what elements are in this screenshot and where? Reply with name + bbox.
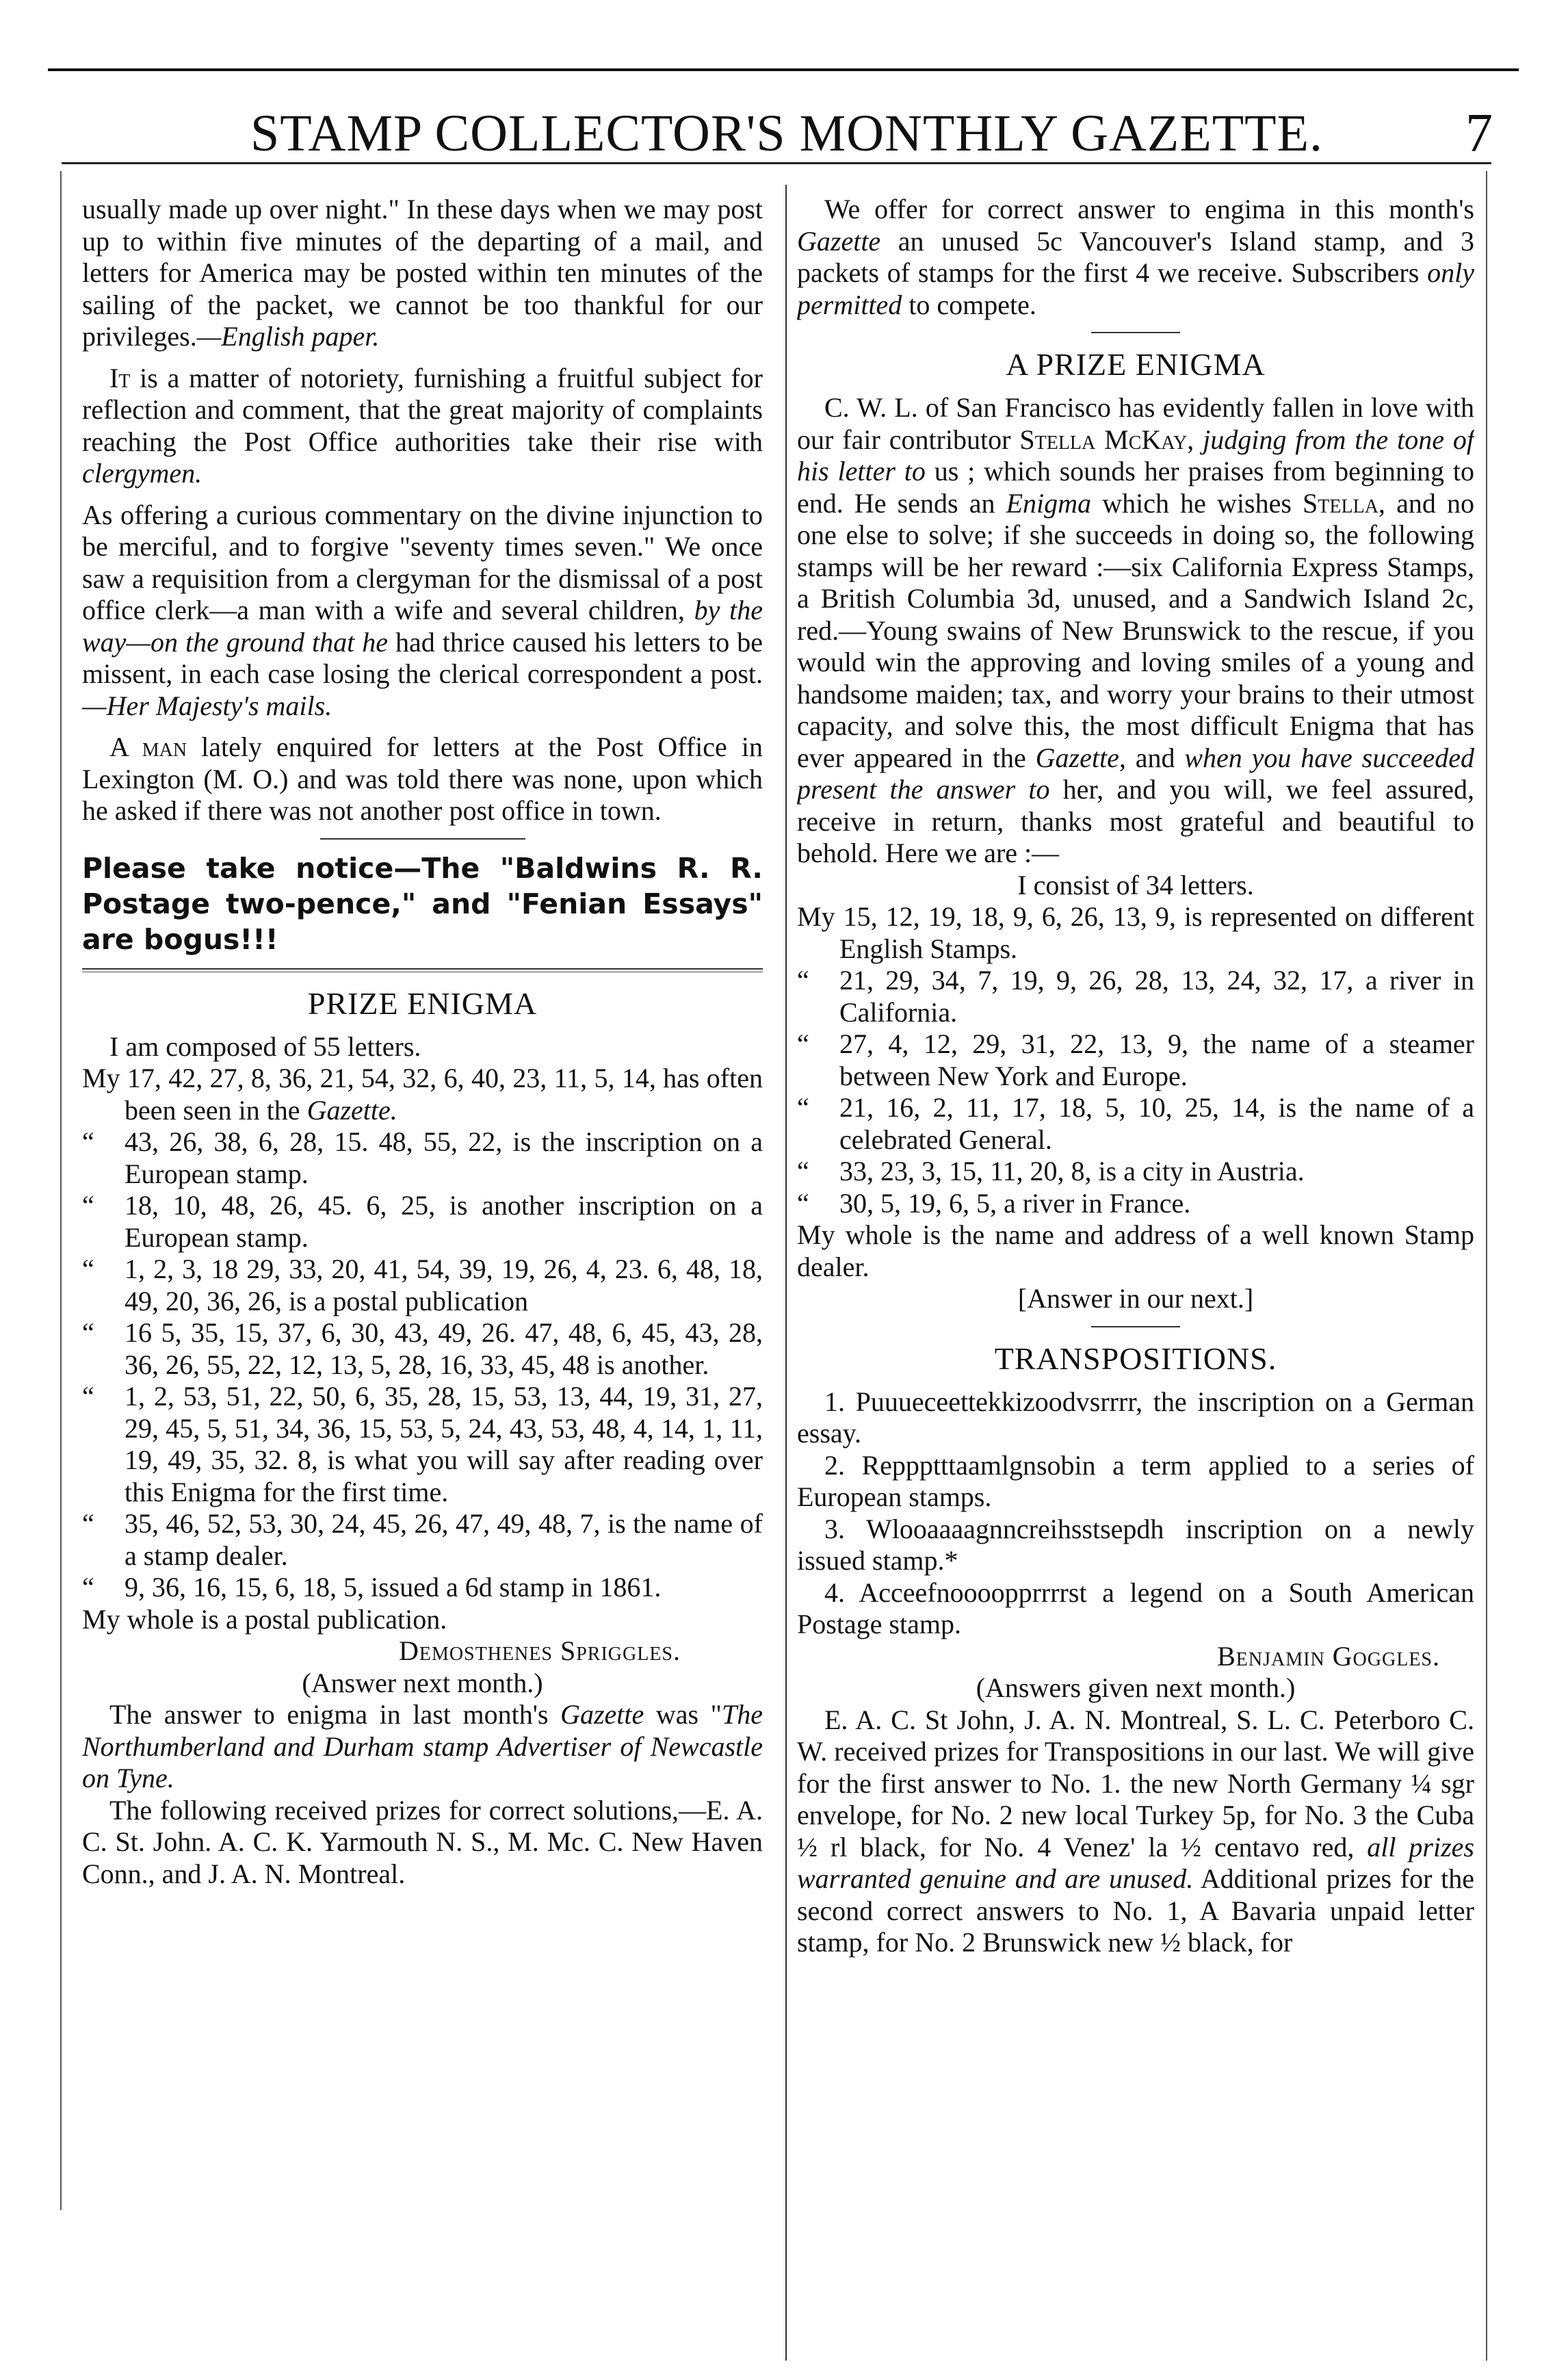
article-paragraph: We offer for correct answer to engima in this month's Gazette an unused 5c Vancouver's Island stamp, and 3 packets of stamps for the first 4 we receive. Subscribers only permitted to compete. — [797, 194, 1474, 320]
bogus-notice: Please take notice—The "Baldwins R. R. Postage two-pence," and "Fenian Essays" are bogus!!! — [82, 851, 763, 956]
enigma-clue: “ 30, 5, 19, 6, 5, a river in France. — [797, 1187, 1191, 1219]
page-title: STAMP COLLECTOR'S MONTHLY GAZETTE. — [250, 105, 1324, 162]
article-paragraph: It is a matter of notoriety, furnishing a fruitful subject for reflection and comment, that the great majority of complaints reaching the Post Office authorities take their rise with clergymen. — [82, 362, 763, 489]
right-column — [797, 194, 1474, 2356]
enigma-clue: “ 1, 2, 53, 51, 22, 50, 6, 35, 28, 15, 53, 13, 44, 19, 31, 27, 29, 45, 5, 51, 34, 36, 15, 53, 5, 24, 43, 53, 48, 4, 14, 1, 11, 19, 49, 35, 32. 8, is what you will say after reading over this Enigma for the first time. — [82, 1381, 763, 1507]
signature: Benjamin Goggles. — [1217, 1640, 1440, 1672]
enigma-clue: “ 27, 4, 12, 29, 31, 22, 13, 9, the name of a steamer between New York and Europe. — [797, 1028, 1474, 1091]
divider — [1091, 1326, 1180, 1327]
enigma-clue: “ 18, 10, 48, 26, 45. 6, 25, is another inscription on a European stamp. — [82, 1190, 763, 1253]
enigma-whole: My whole is a postal publication. — [82, 1603, 447, 1635]
right-border — [1486, 171, 1487, 2361]
enigma-intro: I consist of 34 letters. — [1017, 869, 1254, 900]
transposition-item: 4. Acceefnoooopprrrrst a legend on a South American Postage stamp. — [797, 1576, 1474, 1639]
article-paragraph: A man lately enquired for letters at the Post Office in Lexington (M. O.) and was told there was none, upon which he asked if there was not another post office in town. — [82, 731, 763, 826]
page-number: 7 — [1465, 103, 1493, 164]
enigma-heading: A PRIZE ENIGMA — [1006, 347, 1266, 382]
column-divider — [785, 185, 787, 2361]
transposition-item: 1. Puuueceettekkizoodvsrrrr, the inscription on a German essay. — [797, 1386, 1474, 1449]
enigma-clue: “ 9, 36, 16, 15, 6, 18, 5, issued a 6d stamp in 1861. — [82, 1572, 662, 1602]
left-column — [82, 194, 763, 2356]
article-paragraph: The following received prizes for correct solutions,—E. A. C. St. John. A. C. K. Yarmouth N. S., M. Mc. C. New Haven Conn., and J. A. N. Montreal. — [82, 1794, 763, 1889]
article-paragraph: usually made up over night." In these days when we may post up to within five minutes of the departing of a mail, and letters for America may be posted within ten minutes of the sailing of the packet, we cannot be too thankful for our privileges.—English paper. — [82, 194, 763, 352]
enigma-clue: “ 21, 29, 34, 7, 19, 9, 26, 28, 13, 24, 32, 17, a river in California. — [797, 965, 1474, 1028]
article-paragraph: The answer to enigma in last month's Gazette was "The Northumberland and Durham stamp Advertiser of Newcastle on Tyne. — [82, 1699, 763, 1793]
divider — [82, 968, 763, 972]
answer-note: (Answers given next month.) — [976, 1672, 1296, 1703]
divider — [1091, 332, 1180, 333]
enigma-clue: “ 43, 26, 38, 6, 28, 15. 48, 55, 22, is the inscription on a European stamp. — [82, 1126, 763, 1189]
enigma-clue: “ 1, 2, 3, 18 29, 33, 20, 41, 54, 39, 19, 26, 4, 23. 6, 48, 18, 49, 20, 36, 26, is a postal publication — [82, 1254, 763, 1316]
answer-note: [Answer in our next.] — [1017, 1283, 1254, 1314]
enigma-whole: My whole is the name and address of a well known Stamp dealer. — [797, 1219, 1474, 1282]
article-paragraph: E. A. C. St John, J. A. N. Montreal, S. L. C. Peterboro C. W. received prizes for Transpositions in our last. We will give for the first answer to No. 1. the new North Germany ¼ sgr envelope, for No. 2 new local Turkey 5p, for No. 3 the Cuba ½ rl black, for No. 4 Venez' la ½ centavo red, all prizes warranted genuine and are unused. Additional prizes for the second correct answers to No. 1, A Bavaria unpaid letter stamp, for No. 2 Brunswick new ½ black, for — [797, 1704, 1474, 1958]
enigma-clue: “ 35, 46, 52, 53, 30, 24, 45, 26, 47, 49, 48, 7, is the name of a stamp dealer. — [82, 1508, 763, 1571]
transpositions-heading: TRANSPOSITIONS. — [994, 1340, 1277, 1376]
enigma-clue: “ 33, 23, 3, 15, 11, 20, 8, is a city in Austria. — [797, 1156, 1305, 1186]
article-paragraph: C. W. L. of San Francisco has evidently fallen in love with our fair contributor Stella McKay, judging from the tone of his letter to us ; which sounds her praises from beginning to end. He sends an Enigma which he wishes Stella, and no one else to solve; if she succeeds in doing so, the following stamps will be her reward :—six California Express Stamps, a British Columbia 3d, unused, and a Sandwich Island 2c, red.—Young swains of New Brunswick to the rescue, if you would win the approving and loving smiles of a young and handsome maiden; tax, and worry your brains to their utmost capacity, and solve this, the most difficult Enigma that has ever appeared in the Gazette, and when you have succeeded present the answer to her, and you will, we feel assured, receive in return, thanks most grateful and beautiful to behold. Here we are :— — [797, 392, 1474, 868]
enigma-heading: PRIZE ENIGMA — [307, 985, 538, 1021]
article-paragraph: As offering a curious commentary on the divine injunction to be merciful, and to forgive "seventy times seven." We once saw a requisition from a clergyman for the dismissal of a post office clerk—a man with a wife and several children, by the way—on the ground that he had thrice caused his letters to be missent, in each case losing the clerical correspondent a post.—Her Majesty's mails. — [82, 499, 763, 721]
answer-note: (Answer next month.) — [302, 1667, 543, 1698]
transposition-item: 2. Reppptttaamlgnsobin a term applied to a series of European stamps. — [797, 1449, 1474, 1512]
enigma-clue: My 15, 12, 19, 18, 9, 6, 26, 13, 9, is represented on different English Stamps. — [797, 901, 1474, 964]
signature: Demosthenes Spriggles. — [398, 1635, 681, 1666]
enigma-intro: I am composed of 55 letters. — [109, 1030, 421, 1062]
enigma-clue: “ 16 5, 35, 15, 37, 6, 30, 43, 49, 26. 47, 48, 6, 45, 43, 28, 36, 26, 55, 22, 12, 13, 5, 28, 16, 33, 45, 48 is another. — [82, 1317, 763, 1380]
enigma-clue: “ 21, 16, 2, 11, 17, 18, 5, 10, 25, 14, is the name of a celebrated General. — [797, 1092, 1474, 1155]
left-border — [60, 171, 62, 2210]
enigma-clue: My 17, 42, 27, 8, 36, 21, 54, 32, 6, 40, 23, 11, 5, 14, has often been seen in the Gazette. — [82, 1063, 763, 1126]
transposition-item: 3. Wlooaaaagnncreihsstsepdh inscription on a newly issued stamp.* — [797, 1513, 1474, 1576]
divider — [320, 838, 525, 840]
